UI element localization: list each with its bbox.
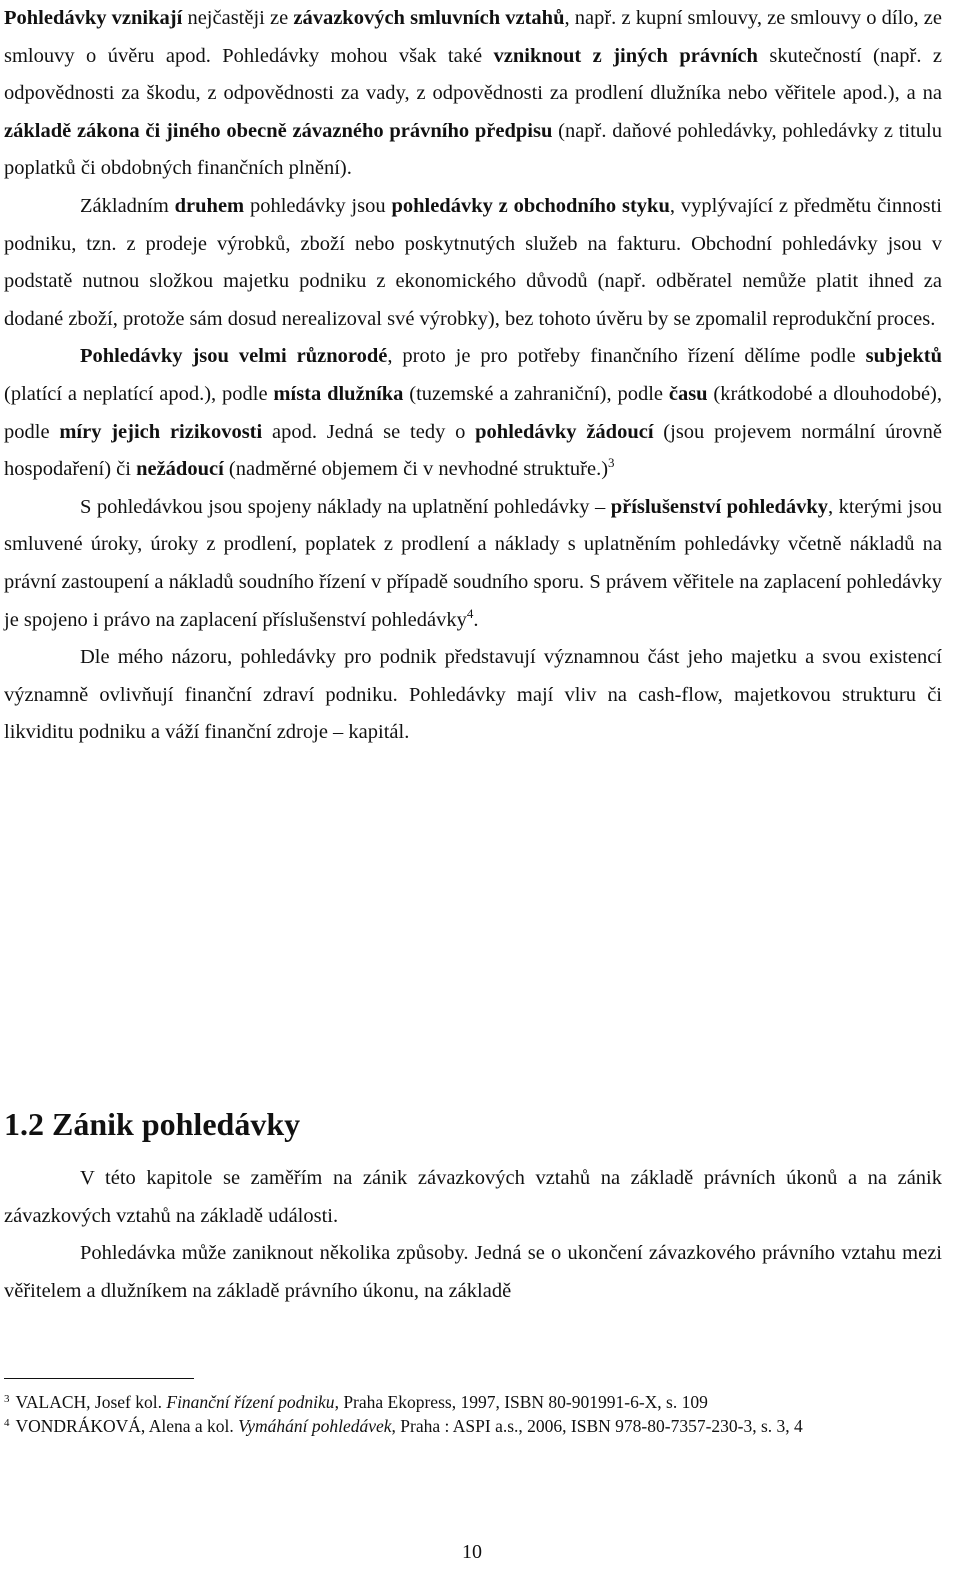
bold-text: nežádoucí [136,458,224,481]
text-run: pohledávky jsou [244,194,392,217]
italic-text: Vymáhání pohledávek [238,1416,392,1436]
text-run: , kterými jsou smluvené úroky, úroky z prodlení, poplatek z prodlení a náklady s uplatněním pohledávky včetně nákladů na právní zastoupení a nákladů soudního řízení v případě soudního sporu. S právem věřitele na zaplacení pohledávky je spojeno i právo na zaplacení příslušenství pohledávky [4,495,942,631]
text-run: Pohledávka může zaniknout několika způsoby. Jedná se o ukončení závazkového právního vztahu mezi věřitelem a dlužníkem na základě právního úkonu, na základě [4,1242,942,1302]
text-run: , proto je pro potřeby finančního řízení dělíme podle [387,345,866,368]
text-run: , Praha : ASPI a.s., 2006, ISBN 978-80-7357-230-3, s. 3, 4 [391,1416,803,1436]
text-run: (krátkodobé a dlouhodobé), podle [4,382,942,443]
text-run: , Praha Ekopress, 1997, ISBN 80-901991-6-X, s. 109 [334,1392,708,1412]
italic-text: Finanční řízení podniku [166,1392,335,1412]
footnote-ref: 4 [466,605,474,621]
text-run: S pohledávkou jsou spojeny náklady na uplatnění pohledávky – [80,495,611,518]
paragraph [4,0,942,188]
footnote-number: 3 [4,1393,10,1405]
bold-text: závazkových smluvních vztahů [293,7,565,29]
paragraph [4,1235,942,1310]
text-run: (nadměrné objemem či v nevhodné struktuře.) [223,458,609,481]
paragraph [4,188,942,338]
section-heading: 1.2 Zánik pohledávky [4,1106,301,1142]
text-run: Základním [80,194,175,217]
text-run: , vyplývající z předmětu činnosti podniku, tzn. z prodeje výrobků, zboží nebo poskytnutých služeb na fakturu. Obchodní pohledávky jsou v podstatě nutnou složkou majetku podniku z ekonomického důvodů (např. odběratel nemůže platit ihned za dodané zboží, protože sám dosud nerealizoval své výrobky), bez tohoto úvěru by se zpomalil reprodukční proces. [4,194,942,330]
footnotes [4,1390,942,1438]
text-run: VALACH, Josef kol. [15,1392,167,1412]
paragraph [4,338,942,488]
bold-text: druhem [174,194,245,217]
body-text-bottom [4,1160,942,1310]
footnote [4,1414,942,1438]
text-run: (platící a neplatící apod.), podle [4,382,274,405]
text-run: V této kapitole se zaměřím na zánik závazkových vztahů na základě právních úkonů a na zánik závazkových vztahů na základě události. [4,1167,942,1227]
footnote-number: 4 [4,1417,10,1429]
bold-text: pohledávky z obchodního styku [391,194,670,217]
page-number: 10 [462,1541,482,1563]
text-run: apod. Jedná se tedy o [262,420,476,443]
text-run: (jsou projevem normální úrovně hospodaření) či [4,420,942,481]
bold-text: místa dlužníka [273,382,404,405]
bold-text: příslušenství pohledávky [610,495,829,518]
paragraph [4,639,942,752]
text-run: , např. z kupní smlouvy, ze smlouvy o dílo, ze smlouvy o úvěru apod. Pohledávky mohou však také [4,7,942,67]
bold-text: Pohledávky vznikají [4,7,183,29]
text-run: nejčastěji ze [182,7,294,29]
text-run: (tuzemské a zahraniční), podle [403,382,669,405]
bold-text: základě zákona či jiného obecně závazného právního předpisu [4,119,553,142]
text-run: VONDRÁKOVÁ, Alena a kol. [15,1416,239,1436]
paragraph [4,489,942,639]
bold-text: času [668,382,708,405]
paragraph [4,1160,942,1235]
bold-text: subjektů [865,345,942,368]
body-text-top [4,0,942,752]
footnote-separator [4,1378,194,1379]
text-run: (např. daňové pohledávky, pohledávky z titulu poplatků či obdobných finančních plnění). [4,119,942,180]
text-run: skutečností (např. z odpovědnosti za škodu, z odpovědnosti za vady, z odpovědnosti za prodlení dlužníka nebo věřitele apod.), a na [4,44,942,105]
bold-text: pohledávky žádoucí [475,420,654,443]
bold-text: vzniknout z jiných právních [493,44,758,67]
text-run: . [473,608,479,631]
bold-text: míry jejich rizikovosti [59,420,263,443]
text-run: Dle mého názoru, pohledávky pro podnik představují významnou část jeho majetku a svou existencí významně ovlivňují finanční zdraví podniku. Pohledávky mají vliv na cash-flow, majetkovou strukturu či likviditu podniku a váží finanční zdroje – kapitál. [4,646,942,744]
bold-text: Pohledávky jsou velmi různorodé [80,345,388,368]
footnote [4,1390,942,1414]
footnote-ref: 3 [608,455,615,471]
